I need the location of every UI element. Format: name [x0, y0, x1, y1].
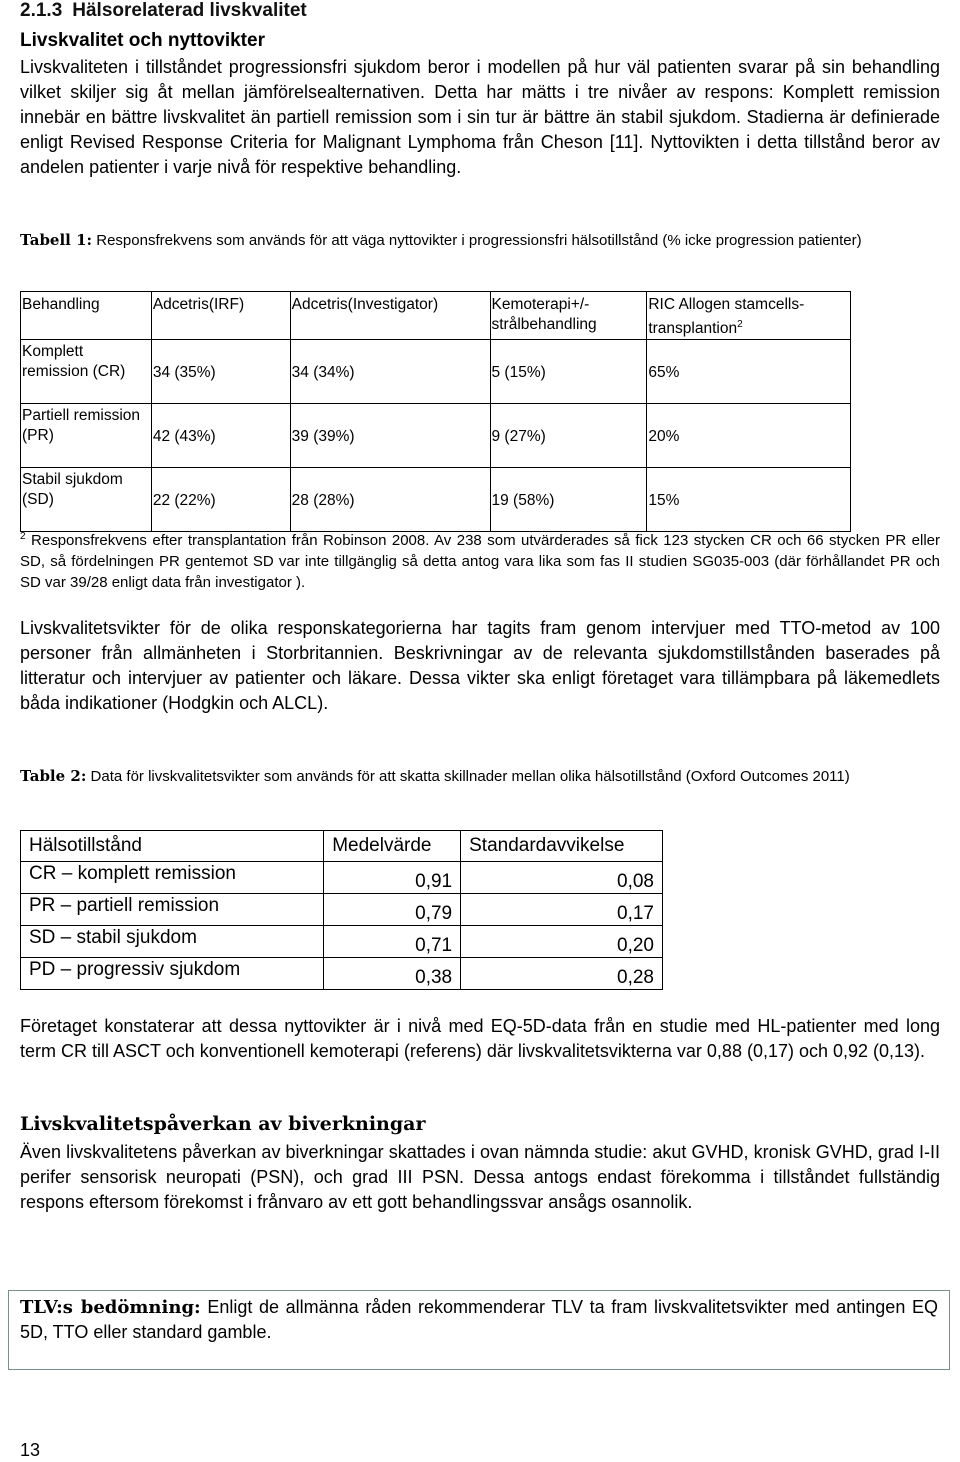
table-row: [21, 958, 663, 990]
table2-caption: [20, 766, 940, 787]
table-row: [21, 468, 851, 532]
table-cell: 34 (35%): [151, 340, 290, 404]
column-header: Behandling: [21, 292, 152, 340]
table-cell: 9 (27%): [490, 404, 647, 468]
table2-caption-text: Data för livskvalitetsvikter som används för att skatta skillnader mellan olika hälsotillstånd (Oxford Outcomes 2011): [90, 768, 850, 785]
footnote-ref: 2: [737, 319, 743, 330]
footnote-mark: 2: [20, 531, 26, 542]
table-cell: 65%: [647, 340, 851, 404]
assessment-body: Enligt de allmänna råden rekommenderar TLV ta fram livskvalitetsvikter med antingen EQ 5D, TTO eller standard gamble.: [20, 1297, 938, 1342]
column-header: Adcetris(IRF): [151, 292, 290, 340]
row-label: PD – progressiv sjukdom: [21, 958, 324, 990]
column-header: Kemoterapi+/-strålbehandling: [490, 292, 647, 340]
assessment-text: [20, 1295, 938, 1345]
paragraph-2: Livskvalitetsvikter för de olika responskategorierna har tagits fram genom intervjuer med TTO-metod av 100 personer från allmänheten i Storbritannien. Beskrivningar av de relevanta sjukdomstillstånden baserades på litteratur och intervjuer av patienter och läkare. Dessa vikter ska enligt företaget vara tillämpbara på läkemedlets båda indikationer (Hodgkin och ALCL).: [20, 618, 940, 713]
assessment-label: TLV:s bedömning:: [20, 1297, 201, 1318]
row-label: Stabil sjukdom (SD): [21, 468, 152, 532]
table-row: [21, 340, 851, 404]
footnote-text: Responsfrekvens efter transplantation från Robinson 2008. Av 238 som utvärderades så fick 123 stycken CR och 66 stycken PR eller SD, så fördelningen PR gentemot SD var inte tillgänglig så detta antog vara lika som fas II studien SG035-003 (där förhållandet PR och SD var 39/28 enligt data från investigator ).: [20, 532, 940, 591]
table-cell: 0,20: [461, 926, 663, 958]
table-cell: 0,38: [324, 958, 461, 990]
paragraph-3: Företaget konstaterar att dessa nyttovikter är i nivå med EQ-5D-data från en studie med HL-patienter med long term CR till ASCT och konventionell kemoterapi (referens) där livskvalitetsvikterna var 0,88 (0,17) och 0,92 (0,13).: [20, 1016, 940, 1061]
row-label: Komplett remission (CR): [21, 340, 152, 404]
subheading-2: Livskvalitetspåverkan av biverkningar: [20, 1113, 426, 1135]
table-cell: 19 (58%): [490, 468, 647, 532]
table-row: [21, 894, 663, 926]
table-cell: 0,71: [324, 926, 461, 958]
row-label: SD – stabil sjukdom: [21, 926, 324, 958]
utility-weights-table: [20, 830, 663, 990]
table-header-row: [21, 831, 663, 862]
table1-caption: [20, 230, 940, 251]
column-header: Standardavvikelse: [461, 831, 663, 862]
section-number: 2.1.3: [20, 0, 63, 21]
row-label: PR – partiell remission: [21, 894, 324, 926]
table2-caption-label: Table 2:: [20, 767, 87, 785]
row-label: Partiell remission (PR): [21, 404, 152, 468]
row-label: CR – komplett remission: [21, 862, 324, 894]
column-header: Medelvärde: [324, 831, 461, 862]
table-cell: 15%: [647, 468, 851, 532]
response-rate-table: [20, 291, 851, 532]
table-cell: 42 (43%): [151, 404, 290, 468]
table-cell: 20%: [647, 404, 851, 468]
column-header: Adcetris(Investigator): [290, 292, 490, 340]
table-cell: 0,28: [461, 958, 663, 990]
table-cell: 39 (39%): [290, 404, 490, 468]
table-header-row: [21, 292, 851, 340]
table-row: [21, 926, 663, 958]
page-number: 13: [20, 1440, 41, 1460]
paragraph-4: Även livskvalitetens påverkan av biverkningar skattades i ovan nämnda studie: akut GVHD, kronisk GVHD, grad I-II perifer sensorisk neuropati (PSN), och grad III PSN. Dessa antogs endast förekomma i tillståndet fullständig respons eftersom förekomst i frånvaro av ett gott behandlingssvar ansågs osannolik.: [20, 1142, 940, 1212]
table-cell: 0,79: [324, 894, 461, 926]
table-cell: 28 (28%): [290, 468, 490, 532]
section-heading: [20, 0, 307, 22]
table-cell: 0,91: [324, 862, 461, 894]
table-cell: 34 (34%): [290, 340, 490, 404]
table1-caption-text: Responsfrekvens som används för att väga nyttovikter i progressionsfri hälsotillstånd (% icke progression patienter): [96, 232, 862, 249]
table-row: [21, 404, 851, 468]
table-row: [21, 862, 663, 894]
column-header-text: RIC Allogen stamcells-transplantion: [648, 296, 805, 338]
assessment-box: [8, 1290, 950, 1370]
column-header: Hälsotillstånd: [21, 831, 324, 862]
table1-footnote: [20, 526, 940, 593]
table1-caption-label: Tabell 1:: [20, 231, 93, 249]
table-cell: 22 (22%): [151, 468, 290, 532]
column-header-with-note: [647, 292, 851, 340]
table-cell: 0,08: [461, 862, 663, 894]
paragraph-1: Livskvaliteten i tillståndet progressionsfri sjukdom beror i modellen på hur väl patienten svarar på sin behandling vilket skiljer sig åt mellan jämförelsealternativen. Detta har mätts i tre nivåer av respons: Komplett remission innebär en bättre livskvalitet än partiell remission som i sin tur är bättre än stabil sjukdom. Stadierna är definierade enligt Revised Response Criteria for Malignant Lymphoma från Cheson [11]. Nyttovikten i detta tillstånd beror av andelen patienter i varje nivå för respektive behandling.: [20, 57, 940, 177]
subheading: Livskvalitet och nyttovikter: [20, 30, 265, 51]
section-title: Hälsorelaterad livskvalitet: [72, 0, 307, 21]
table-cell: 5 (15%): [490, 340, 647, 404]
table-cell: 0,17: [461, 894, 663, 926]
